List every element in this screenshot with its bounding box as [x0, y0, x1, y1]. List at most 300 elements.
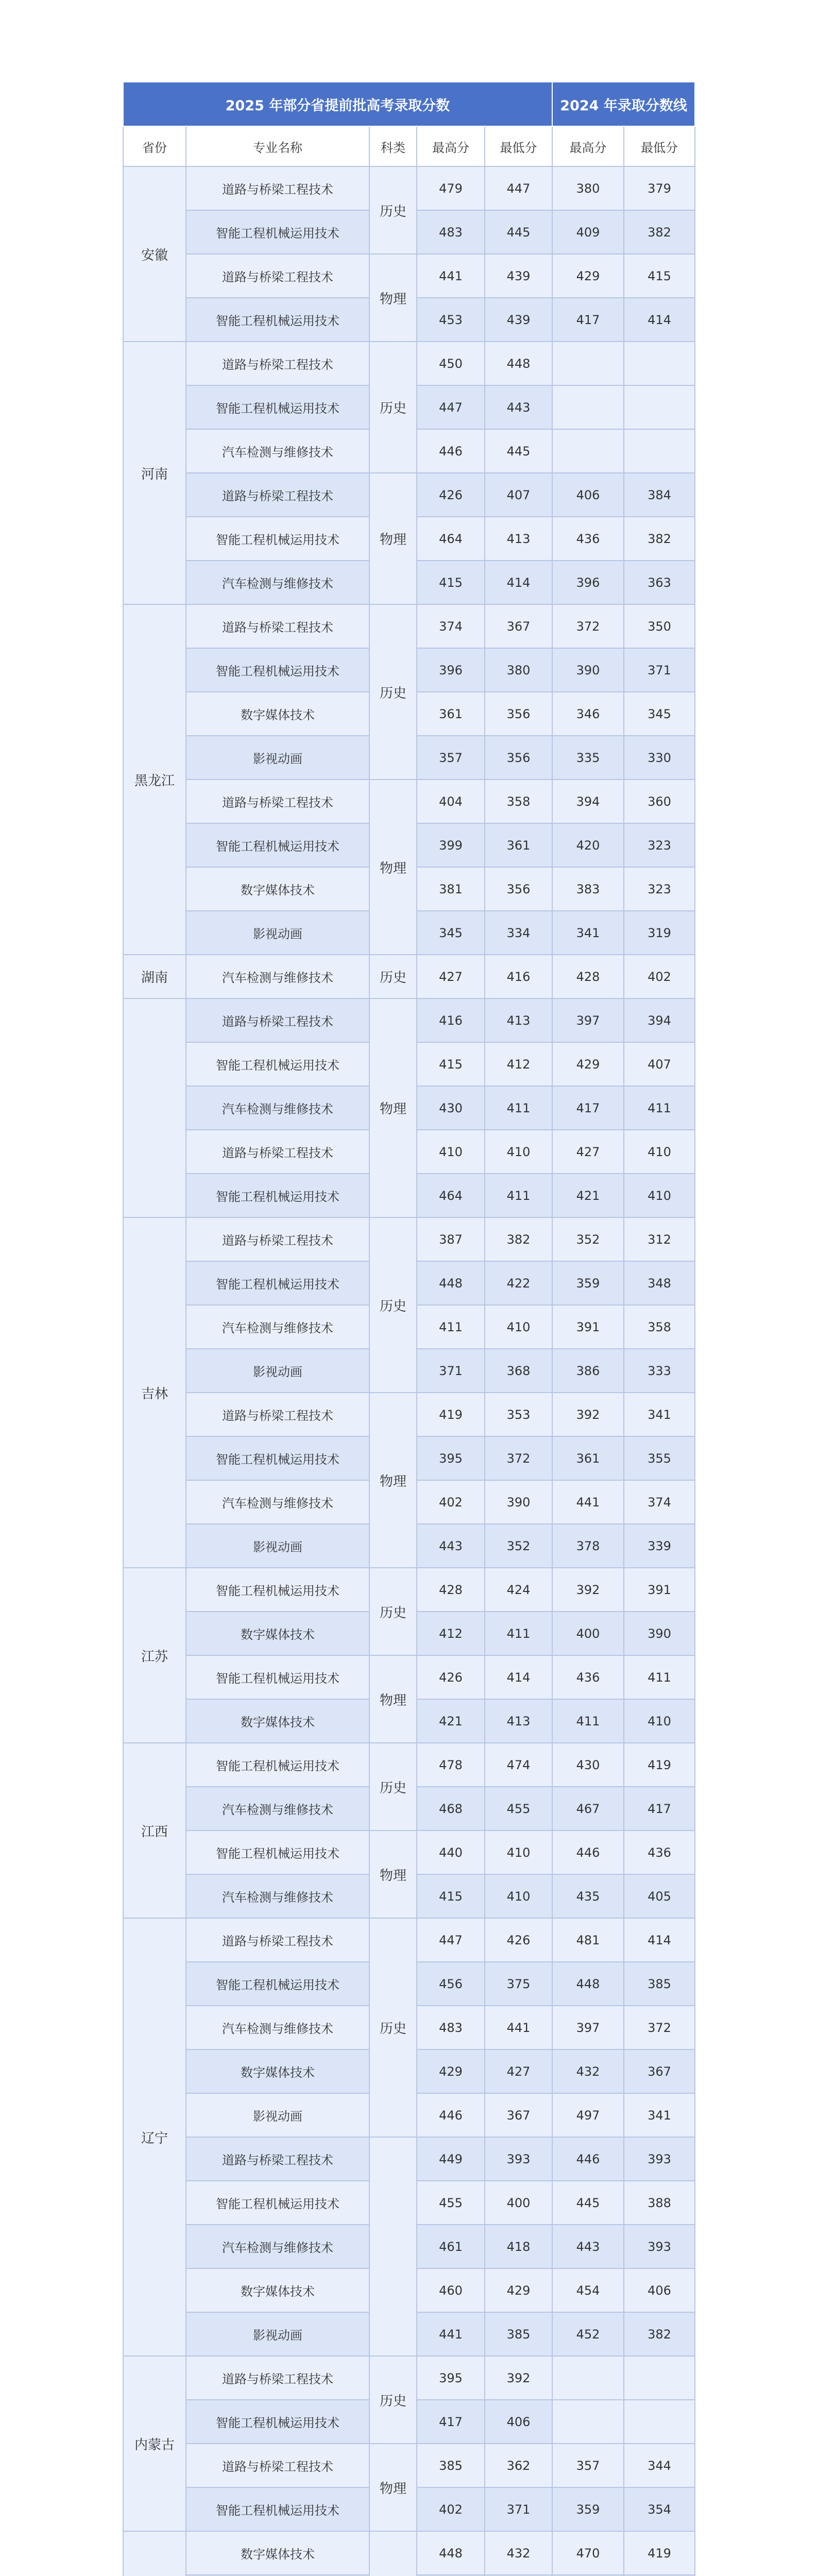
min-2024-cell: 333: [624, 1349, 695, 1393]
major-cell: 智能工程机械运用技术: [186, 298, 369, 342]
subject-cell: 历史: [369, 342, 417, 473]
max-2024-cell: [552, 2356, 624, 2400]
major-cell: 道路与桥梁工程技术: [186, 342, 369, 385]
max-2025-cell: 411: [417, 1305, 485, 1349]
max-2025-cell: 464: [417, 1174, 485, 1217]
min-2024-cell: 391: [624, 1568, 695, 1612]
max-2024-cell: 392: [552, 1568, 624, 1612]
min-2024-cell: 354: [624, 2487, 695, 2531]
major-cell: 道路与桥梁工程技术: [186, 2137, 369, 2181]
major-cell: 道路与桥梁工程技术: [186, 779, 369, 823]
min-2025-cell: 445: [485, 210, 552, 254]
max-2024-cell: 448: [552, 1962, 624, 2006]
major-cell: 智能工程机械运用技术: [186, 1174, 369, 1217]
max-2024-cell: 352: [552, 1217, 624, 1261]
min-2024-cell: 323: [624, 867, 695, 911]
table-row: [123, 473, 695, 517]
max-2024-cell: [552, 429, 624, 473]
min-2024-cell: 339: [624, 1524, 695, 1568]
major-cell: 智能工程机械运用技术: [186, 1261, 369, 1305]
max-2024-cell: 435: [552, 1874, 624, 1918]
max-2024-cell: 428: [552, 955, 624, 998]
max-2024-cell: 391: [552, 1305, 624, 1349]
min-2024-cell: 384: [624, 473, 695, 517]
min-2024-cell: 341: [624, 2093, 695, 2137]
major-cell: 智能工程机械运用技术: [186, 1831, 369, 1874]
min-2024-cell: 411: [624, 1655, 695, 1699]
min-2025-cell: 382: [485, 1217, 552, 1261]
table-row: [123, 955, 695, 998]
subject-cell: 物理: [369, 2444, 417, 2531]
min-2025-cell: 356: [485, 692, 552, 736]
min-2024-cell: 355: [624, 1436, 695, 1480]
major-cell: 智能工程机械运用技术: [186, 1962, 369, 2006]
max-2024-cell: 409: [552, 210, 624, 254]
max-2025-cell: 417: [417, 2400, 485, 2444]
max-2024-cell: 446: [552, 1831, 624, 1874]
major-cell: 汽车检测与维修技术: [186, 561, 369, 604]
max-2024-cell: [552, 342, 624, 385]
max-2024-cell: 357: [552, 2444, 624, 2487]
min-2024-cell: 379: [624, 166, 695, 210]
subject-cell: 历史: [369, 1568, 417, 1655]
min-2024-cell: 382: [624, 517, 695, 561]
table-row: [123, 2356, 695, 2400]
subject-cell: 物理: [369, 998, 417, 1217]
min-2025-cell: 432: [485, 2531, 552, 2575]
max-2024-cell: 436: [552, 1655, 624, 1699]
min-2024-cell: 393: [624, 2137, 695, 2181]
min-2025-cell: 447: [485, 166, 552, 210]
min-2024-cell: 371: [624, 648, 695, 692]
max-2025-cell: 399: [417, 823, 485, 867]
min-2024-cell: 414: [624, 298, 695, 342]
major-cell: 数字媒体技术: [186, 867, 369, 911]
max-2025-cell: 428: [417, 1568, 485, 1612]
min-2024-cell: [624, 429, 695, 473]
min-2025-cell: 439: [485, 254, 552, 298]
major-cell: 智能工程机械运用技术: [186, 1743, 369, 1787]
max-2025-cell: 443: [417, 1524, 485, 1568]
major-cell: 智能工程机械运用技术: [186, 2400, 369, 2444]
major-cell: 影视动画: [186, 911, 369, 955]
major-cell: 汽车检测与维修技术: [186, 2225, 369, 2268]
max-2024-cell: 421: [552, 1174, 624, 1217]
max-2025-cell: 430: [417, 1086, 485, 1130]
min-2024-cell: 410: [624, 1699, 695, 1743]
min-2024-cell: 419: [624, 1743, 695, 1787]
province-cell: 安徽: [123, 166, 186, 342]
max-2025-cell: 426: [417, 473, 485, 517]
max-2025-cell: 396: [417, 648, 485, 692]
major-cell: 汽车检测与维修技术: [186, 1787, 369, 1831]
min-2024-cell: [624, 2400, 695, 2444]
min-2025-cell: 416: [485, 955, 552, 998]
major-cell: 数字媒体技术: [186, 2531, 369, 2575]
min-2025-cell: 367: [485, 604, 552, 648]
min-2024-cell: 414: [624, 1918, 695, 1962]
max-2025-cell: 402: [417, 1480, 485, 1524]
table-row: [123, 1918, 695, 1962]
min-2025-cell: 429: [485, 2268, 552, 2312]
min-2024-cell: 393: [624, 2225, 695, 2268]
max-2025-cell: 357: [417, 736, 485, 779]
min-2025-cell: 356: [485, 867, 552, 911]
min-2025-cell: 371: [485, 2487, 552, 2531]
max-2024-cell: 335: [552, 736, 624, 779]
major-cell: 影视动画: [186, 2093, 369, 2137]
max-2024-cell: 411: [552, 1699, 624, 1743]
major-cell: 道路与桥梁工程技术: [186, 254, 369, 298]
max-2024-cell: 417: [552, 298, 624, 342]
min-2024-cell: 372: [624, 2006, 695, 2049]
min-2024-cell: 407: [624, 1042, 695, 1086]
max-2024-cell: 481: [552, 1918, 624, 1962]
table-row: [123, 254, 695, 298]
min-2024-cell: 345: [624, 692, 695, 736]
max-2025-cell: 450: [417, 342, 485, 385]
min-2024-cell: 394: [624, 998, 695, 1042]
max-2025-cell: 478: [417, 1743, 485, 1787]
table-row: [123, 1743, 695, 1787]
max-2024-cell: 497: [552, 2093, 624, 2137]
min-2025-cell: 361: [485, 823, 552, 867]
subject-cell: 历史: [369, 2356, 417, 2444]
table-row: [123, 342, 695, 385]
max-2024-cell: 467: [552, 1787, 624, 1831]
max-2024-cell: 341: [552, 911, 624, 955]
max-2025-cell: 483: [417, 210, 485, 254]
max-2025-cell: 415: [417, 1042, 485, 1086]
major-cell: 智能工程机械运用技术: [186, 1436, 369, 1480]
province-cell: [123, 998, 186, 1217]
min-2025-cell: 410: [485, 1831, 552, 1874]
major-cell: 汽车检测与维修技术: [186, 955, 369, 998]
major-cell: 智能工程机械运用技术: [186, 210, 369, 254]
table-row: [123, 2444, 695, 2487]
max-2025-cell: 455: [417, 2181, 485, 2225]
province-cell: 黑龙江: [123, 604, 186, 955]
max-2024-cell: 386: [552, 1349, 624, 1393]
min-2025-cell: 413: [485, 1699, 552, 1743]
subject-cell: 物理: [369, 473, 417, 604]
min-2024-cell: 402: [624, 955, 695, 998]
max-2025-cell: 449: [417, 2137, 485, 2181]
max-2025-cell: 441: [417, 2312, 485, 2356]
col-header-province: 省份: [123, 126, 186, 166]
province-cell: 江苏: [123, 1568, 186, 1743]
major-cell: 汽车检测与维修技术: [186, 1086, 369, 1130]
max-2024-cell: 420: [552, 823, 624, 867]
major-cell: 汽车检测与维修技术: [186, 429, 369, 473]
max-2024-cell: 396: [552, 561, 624, 604]
major-cell: 影视动画: [186, 1524, 369, 1568]
min-2024-cell: [624, 2356, 695, 2400]
province-cell: 江西: [123, 1743, 186, 1918]
max-2024-cell: 436: [552, 517, 624, 561]
min-2025-cell: 375: [485, 1962, 552, 2006]
min-2024-cell: 319: [624, 911, 695, 955]
max-2024-cell: 378: [552, 1524, 624, 1568]
subject-cell: [369, 2137, 417, 2356]
subject-cell: 物理: [369, 779, 417, 955]
major-cell: 数字媒体技术: [186, 692, 369, 736]
max-2025-cell: 446: [417, 2093, 485, 2137]
subject-cell: [369, 2531, 417, 2576]
max-2025-cell: 415: [417, 561, 485, 604]
min-2024-cell: 344: [624, 2444, 695, 2487]
max-2024-cell: 380: [552, 166, 624, 210]
max-2025-cell: 479: [417, 166, 485, 210]
max-2025-cell: 361: [417, 692, 485, 736]
max-2024-cell: 346: [552, 692, 624, 736]
min-2024-cell: 382: [624, 210, 695, 254]
min-2025-cell: 385: [485, 2312, 552, 2356]
min-2025-cell: 334: [485, 911, 552, 955]
major-cell: 道路与桥梁工程技术: [186, 998, 369, 1042]
major-cell: 道路与桥梁工程技术: [186, 2444, 369, 2487]
min-2025-cell: 474: [485, 1743, 552, 1787]
table-row: [123, 1831, 695, 1874]
min-2025-cell: 400: [485, 2181, 552, 2225]
max-2025-cell: 404: [417, 779, 485, 823]
province-cell: [123, 2531, 186, 2576]
major-cell: 智能工程机械运用技术: [186, 1042, 369, 1086]
major-cell: 道路与桥梁工程技术: [186, 166, 369, 210]
table-row: [123, 1393, 695, 1436]
max-2025-cell: 421: [417, 1699, 485, 1743]
col-header-min-2025: 最低分: [485, 126, 552, 166]
table-row: [123, 1655, 695, 1699]
subject-cell: 历史: [369, 1918, 417, 2137]
min-2024-cell: [624, 342, 695, 385]
max-2024-cell: 441: [552, 1480, 624, 1524]
max-2024-cell: 394: [552, 779, 624, 823]
table-row: [123, 1568, 695, 1612]
max-2025-cell: 446: [417, 429, 485, 473]
max-2024-cell: 452: [552, 2312, 624, 2356]
min-2025-cell: 353: [485, 1393, 552, 1436]
max-2024-cell: 359: [552, 2487, 624, 2531]
max-2025-cell: 440: [417, 1831, 485, 1874]
max-2025-cell: 395: [417, 2356, 485, 2400]
max-2024-cell: 429: [552, 1042, 624, 1086]
major-cell: 数字媒体技术: [186, 2049, 369, 2093]
min-2024-cell: 390: [624, 1612, 695, 1655]
max-2024-cell: 454: [552, 2268, 624, 2312]
subject-cell: 历史: [369, 955, 417, 998]
min-2025-cell: 439: [485, 298, 552, 342]
max-2025-cell: 468: [417, 1787, 485, 1831]
min-2025-cell: 362: [485, 2444, 552, 2487]
col-header-max-2025: 最高分: [417, 126, 485, 166]
max-2025-cell: 447: [417, 1918, 485, 1962]
max-2025-cell: 381: [417, 867, 485, 911]
min-2024-cell: 406: [624, 2268, 695, 2312]
min-2025-cell: 412: [485, 1042, 552, 1086]
max-2025-cell: 371: [417, 1349, 485, 1393]
province-cell: 内蒙古: [123, 2356, 186, 2531]
subject-cell: 历史: [369, 1217, 417, 1393]
min-2025-cell: 410: [485, 1874, 552, 1918]
max-2025-cell: 461: [417, 2225, 485, 2268]
max-2025-cell: 402: [417, 2487, 485, 2531]
min-2024-cell: 348: [624, 1261, 695, 1305]
max-2024-cell: 361: [552, 1436, 624, 1480]
min-2025-cell: 441: [485, 2006, 552, 2049]
min-2024-cell: 405: [624, 1874, 695, 1918]
province-cell: 湖南: [123, 955, 186, 998]
min-2024-cell: 360: [624, 779, 695, 823]
province-cell: 吉林: [123, 1217, 186, 1568]
min-2025-cell: 392: [485, 2356, 552, 2400]
max-2025-cell: 447: [417, 385, 485, 429]
min-2025-cell: 411: [485, 1086, 552, 1130]
min-2025-cell: 410: [485, 1130, 552, 1174]
max-2025-cell: 387: [417, 1217, 485, 1261]
col-header-min-2024: 最低分: [624, 126, 695, 166]
min-2025-cell: 406: [485, 2400, 552, 2444]
table-row: [123, 779, 695, 823]
max-2024-cell: 392: [552, 1393, 624, 1436]
min-2024-cell: 410: [624, 1130, 695, 1174]
min-2025-cell: 372: [485, 1436, 552, 1480]
min-2024-cell: 419: [624, 2531, 695, 2575]
max-2025-cell: 456: [417, 1962, 485, 2006]
max-2025-cell: 453: [417, 298, 485, 342]
max-2024-cell: 427: [552, 1130, 624, 1174]
max-2024-cell: 397: [552, 2006, 624, 2049]
table-row: [123, 2531, 695, 2575]
min-2024-cell: 382: [624, 2312, 695, 2356]
max-2024-cell: 429: [552, 254, 624, 298]
max-2025-cell: 410: [417, 1130, 485, 1174]
max-2024-cell: 430: [552, 1743, 624, 1787]
major-cell: 道路与桥梁工程技术: [186, 473, 369, 517]
min-2025-cell: 445: [485, 429, 552, 473]
min-2025-cell: 367: [485, 2093, 552, 2137]
major-cell: 道路与桥梁工程技术: [186, 1393, 369, 1436]
min-2024-cell: 323: [624, 823, 695, 867]
min-2025-cell: 352: [485, 1524, 552, 1568]
min-2025-cell: 413: [485, 517, 552, 561]
min-2025-cell: 443: [485, 385, 552, 429]
major-cell: 道路与桥梁工程技术: [186, 1217, 369, 1261]
min-2025-cell: 407: [485, 473, 552, 517]
max-2025-cell: 415: [417, 1874, 485, 1918]
max-2025-cell: 448: [417, 2531, 485, 2575]
max-2025-cell: 385: [417, 2444, 485, 2487]
major-cell: 影视动画: [186, 2312, 369, 2356]
min-2025-cell: 411: [485, 1174, 552, 1217]
min-2024-cell: [624, 385, 695, 429]
subject-cell: 历史: [369, 604, 417, 779]
min-2024-cell: 341: [624, 1393, 695, 1436]
subject-cell: 历史: [369, 166, 417, 254]
min-2024-cell: 363: [624, 561, 695, 604]
max-2024-cell: 400: [552, 1612, 624, 1655]
min-2025-cell: 414: [485, 1655, 552, 1699]
major-cell: 智能工程机械运用技术: [186, 1568, 369, 1612]
table-row: [123, 604, 695, 648]
max-2024-cell: 445: [552, 2181, 624, 2225]
subject-cell: 物理: [369, 254, 417, 342]
min-2024-cell: 330: [624, 736, 695, 779]
major-cell: 影视动画: [186, 1349, 369, 1393]
col-header-major: 专业名称: [186, 126, 369, 166]
major-cell: 道路与桥梁工程技术: [186, 1130, 369, 1174]
min-2025-cell: 418: [485, 2225, 552, 2268]
major-cell: 道路与桥梁工程技术: [186, 2356, 369, 2400]
max-2025-cell: 427: [417, 955, 485, 998]
min-2025-cell: 426: [485, 1918, 552, 1962]
min-2025-cell: 390: [485, 1480, 552, 1524]
max-2024-cell: 397: [552, 998, 624, 1042]
province-cell: 辽宁: [123, 1918, 186, 2356]
min-2024-cell: 367: [624, 2049, 695, 2093]
min-2024-cell: 358: [624, 1305, 695, 1349]
min-2024-cell: 410: [624, 1174, 695, 1217]
table-row: [123, 166, 695, 210]
max-2024-cell: 390: [552, 648, 624, 692]
max-2024-cell: 372: [552, 604, 624, 648]
subject-cell: 历史: [369, 1743, 417, 1831]
major-cell: 智能工程机械运用技术: [186, 823, 369, 867]
major-cell: 汽车检测与维修技术: [186, 2006, 369, 2049]
min-2024-cell: 417: [624, 1787, 695, 1831]
max-2024-cell: [552, 385, 624, 429]
min-2025-cell: 393: [485, 2137, 552, 2181]
min-2025-cell: 427: [485, 2049, 552, 2093]
max-2024-cell: 417: [552, 1086, 624, 1130]
max-2025-cell: 412: [417, 1612, 485, 1655]
major-cell: 汽车检测与维修技术: [186, 1305, 369, 1349]
table-row: [123, 1217, 695, 1261]
max-2024-cell: 446: [552, 2137, 624, 2181]
min-2025-cell: 368: [485, 1349, 552, 1393]
max-2025-cell: 374: [417, 604, 485, 648]
title-2025: 2025 年部分省提前批高考录取分数: [123, 82, 552, 126]
min-2024-cell: 374: [624, 1480, 695, 1524]
max-2025-cell: 429: [417, 2049, 485, 2093]
min-2025-cell: 413: [485, 998, 552, 1042]
max-2024-cell: 359: [552, 1261, 624, 1305]
min-2025-cell: 422: [485, 1261, 552, 1305]
min-2024-cell: 436: [624, 1831, 695, 1874]
max-2024-cell: 470: [552, 2531, 624, 2575]
max-2025-cell: 460: [417, 2268, 485, 2312]
table-row: [123, 998, 695, 1042]
min-2025-cell: 380: [485, 648, 552, 692]
table-row: [123, 2137, 695, 2181]
max-2025-cell: 419: [417, 1393, 485, 1436]
major-cell: 智能工程机械运用技术: [186, 2181, 369, 2225]
major-cell: 影视动画: [186, 736, 369, 779]
max-2024-cell: [552, 2400, 624, 2444]
major-cell: 智能工程机械运用技术: [186, 385, 369, 429]
subject-cell: 物理: [369, 1655, 417, 1743]
max-2025-cell: 483: [417, 2006, 485, 2049]
min-2024-cell: 385: [624, 1962, 695, 2006]
major-cell: 汽车检测与维修技术: [186, 1480, 369, 1524]
max-2024-cell: 432: [552, 2049, 624, 2093]
major-cell: 智能工程机械运用技术: [186, 2487, 369, 2531]
min-2025-cell: 455: [485, 1787, 552, 1831]
subject-cell: 物理: [369, 1393, 417, 1568]
max-2025-cell: 464: [417, 517, 485, 561]
admission-score-table: [123, 81, 695, 2576]
province-cell: 河南: [123, 342, 186, 604]
